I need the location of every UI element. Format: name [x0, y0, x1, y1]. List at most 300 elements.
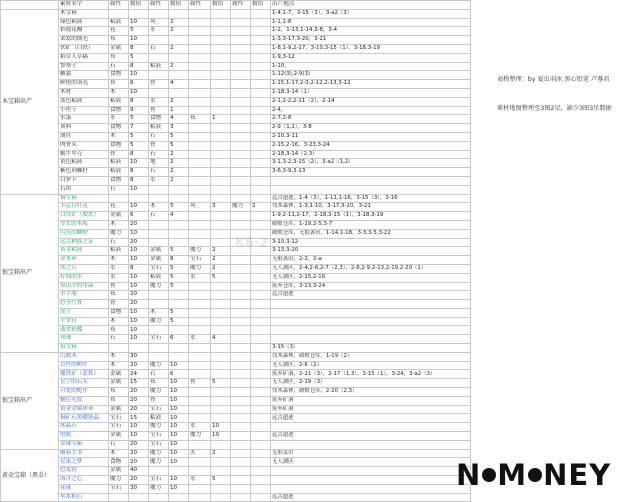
section-label: 银宝箱出产 [1, 352, 59, 449]
value-cell: 20 [129, 396, 149, 405]
location-cell: 远古遗迹 [271, 493, 471, 502]
header-row [1, 1, 471, 10]
material-name: 石块 [59, 185, 109, 194]
value-cell [251, 361, 271, 370]
value-cell: 2 [169, 18, 189, 27]
value-cell: 8 [129, 168, 149, 177]
attr-cell: 水 [189, 335, 211, 344]
attr-cell [149, 326, 169, 335]
attr-cell [189, 300, 211, 309]
attr-cell [231, 326, 251, 335]
value-cell [251, 212, 271, 221]
section-label: 黄金宝箱（黑金） [1, 449, 59, 502]
value-cell: 20 [129, 361, 149, 370]
material-name: 警察士 [59, 62, 109, 71]
material-name: 银宝箱 [59, 344, 109, 353]
table-row [1, 185, 471, 194]
value-cell: 5 [169, 132, 189, 141]
value-cell: 4 [169, 212, 189, 221]
attr-cell: 金属 [109, 432, 129, 441]
attr-cell: 金属 [149, 256, 169, 265]
attr-cell [149, 493, 169, 502]
material-name: 翡翠彩蝶 [59, 326, 109, 335]
table-row [1, 150, 471, 159]
location-cell: 1-2，1-13,1-14,3-8，3-4 [271, 27, 471, 36]
attr-cell: 食物 [149, 115, 169, 124]
attr-cell [189, 388, 211, 397]
attr-cell: 宝石 [149, 264, 169, 273]
attr-cell [189, 414, 211, 423]
value-cell [251, 352, 271, 361]
value-cell [211, 27, 231, 36]
value-cell: 10 [129, 326, 149, 335]
material-name: 巫术稻石 [59, 493, 109, 502]
attr-cell: 金属 [109, 212, 129, 221]
value-cell: 20 [129, 238, 149, 247]
location-cell [271, 300, 471, 309]
attr-cell [189, 405, 211, 414]
location-cell: 远古遗迹 [271, 291, 471, 300]
attr-cell [231, 88, 251, 97]
attr-cell: 水 [189, 273, 211, 282]
attr-cell: 魔力 [109, 229, 129, 238]
value-cell [251, 449, 271, 458]
table-row [1, 352, 471, 361]
value-cell: 30 [129, 352, 149, 361]
location-cell [271, 440, 471, 449]
attr-cell [231, 300, 251, 309]
value-cell: 5 [169, 273, 189, 282]
material-name: 星空的石头 [59, 379, 109, 388]
value-cell: 5 [211, 273, 231, 282]
value-cell [211, 212, 231, 221]
material-name: 绿色粘液 [59, 18, 109, 27]
value-cell [251, 308, 271, 317]
attr-cell [189, 80, 211, 89]
attr-cell [231, 352, 251, 361]
attr-cell: 宝石 [149, 335, 169, 344]
material-name: 厚实的木板 [59, 220, 109, 229]
attr-cell [231, 256, 251, 265]
table-row [1, 326, 471, 335]
value-cell: 20 [129, 405, 149, 414]
material-name: 黄金金属碎环 [59, 405, 109, 414]
attr-cell: 骨 [109, 282, 129, 291]
material-name: 木材 [59, 88, 109, 97]
attr-cell: 粘液 [109, 18, 129, 27]
header-attr-1: 属性 [109, 1, 129, 10]
value-cell [251, 106, 271, 115]
value-cell [211, 194, 231, 203]
attr-cell [231, 458, 251, 467]
table-row [1, 379, 471, 388]
table-row [1, 106, 471, 115]
brand-logo [456, 458, 611, 492]
material-name: 铜宝箱 [59, 194, 109, 203]
material-name: 平安符 [59, 317, 109, 326]
attr-cell: 宝石 [149, 432, 169, 441]
material-name: 冰之石 [59, 264, 109, 273]
table-row [1, 27, 471, 36]
location-cell: 2-10,3-11 [271, 132, 471, 141]
value-cell [211, 467, 231, 476]
attr-cell [189, 88, 211, 97]
attr-cell [231, 53, 251, 62]
value-cell: 10 [129, 71, 149, 80]
material-name: 蓝色粘液 [59, 97, 109, 106]
attr-cell: 食物 [109, 71, 129, 80]
attr-cell: 食物 [109, 106, 129, 115]
value-cell [211, 44, 231, 53]
value-cell [211, 9, 231, 18]
value-cell [211, 317, 231, 326]
attr-cell: 石 [149, 370, 169, 379]
location-cell: 远古遗迹 [271, 432, 471, 441]
value-cell [251, 423, 271, 432]
table-row [1, 449, 471, 458]
attr-cell: 木 [109, 317, 129, 326]
table-row [1, 440, 471, 449]
attr-cell: 魔力 [149, 449, 169, 458]
attr-cell: 金属 [109, 379, 129, 388]
attr-cell [189, 176, 211, 185]
value-cell: 8 [129, 44, 149, 53]
attr-cell [231, 317, 251, 326]
attr-cell: 金属 [109, 44, 129, 53]
value-cell: 10 [169, 440, 189, 449]
value-cell: 20 [129, 291, 149, 300]
value-cell [251, 220, 271, 229]
table-row [1, 132, 471, 141]
value-cell: 10 [169, 484, 189, 493]
material-name: 电瓶 [59, 432, 109, 441]
attr-cell: 魔力 [189, 432, 211, 441]
value-cell: 5 [129, 53, 149, 62]
attr-cell: 金属 [109, 467, 129, 476]
value-cell [169, 291, 189, 300]
location-cell: 伐木森林，1-3,1-10，3-17,3-20，3-21 [271, 203, 471, 212]
attr-cell: 粘液 [109, 97, 129, 106]
table-row [1, 317, 471, 326]
value-cell [211, 493, 231, 502]
attr-cell [231, 62, 251, 71]
value-cell [251, 168, 271, 177]
header-value-4: 数值 [251, 1, 271, 10]
table-row [1, 282, 471, 291]
table-row [1, 264, 471, 273]
attr-cell: 木 [149, 308, 169, 317]
location-cell: 1-1,1-8 [271, 18, 471, 27]
attr-cell [189, 326, 211, 335]
value-cell [211, 176, 231, 185]
value-cell [251, 36, 271, 45]
location-cell [271, 185, 471, 194]
location-cell: 废弃仓库，3-23,3-24 [271, 282, 471, 291]
attr-cell: 地 [149, 159, 169, 168]
attr-cell [189, 352, 211, 361]
value-cell: 15 [129, 414, 149, 423]
value-cell [251, 344, 271, 353]
attr-cell [231, 396, 251, 405]
attr-cell: 魔力 [149, 423, 169, 432]
attr-cell: 木 [109, 88, 129, 97]
value-cell: 2 [169, 150, 189, 159]
attr-cell [189, 150, 211, 159]
value-cell [211, 185, 231, 194]
material-name: 魅色毛皮 [59, 396, 109, 405]
table-row [1, 405, 471, 414]
value-cell: 10 [129, 256, 149, 265]
attr-cell: 布 [109, 326, 129, 335]
value-cell [211, 405, 231, 414]
attr-cell [231, 159, 251, 168]
value-cell: 5 [129, 141, 149, 150]
attr-cell [189, 71, 211, 80]
header-value-2: 数值 [169, 1, 189, 10]
material-name: 糖霜 [59, 71, 109, 80]
attr-cell [189, 282, 211, 291]
attr-cell [189, 124, 211, 133]
attr-cell: 布 [149, 379, 169, 388]
attr-cell: 水 [109, 115, 129, 124]
location-cell [271, 476, 471, 485]
value-cell [169, 71, 189, 80]
value-cell: 2 [251, 203, 271, 212]
attr-cell: 粘液 [149, 273, 169, 282]
attr-cell [231, 273, 251, 282]
attr-cell: 石 [109, 335, 129, 344]
value-cell: 10 [211, 432, 231, 441]
attr-cell [231, 484, 251, 493]
value-cell [211, 168, 231, 177]
value-cell: 5 [169, 141, 189, 150]
attr-cell [189, 62, 211, 71]
value-cell [129, 493, 149, 502]
table-row [1, 168, 471, 177]
value-cell: 2 [169, 62, 189, 71]
table-row [1, 476, 471, 485]
value-cell [251, 273, 271, 282]
value-cell [169, 326, 189, 335]
material-name: 好闻的水 [59, 273, 109, 282]
value-cell [169, 493, 189, 502]
value-cell [169, 53, 189, 62]
attr-cell [231, 27, 251, 36]
material-name: 蜗牛甲壳 [59, 150, 109, 159]
value-cell [169, 88, 189, 97]
location-cell: 1-9,3-12 [271, 53, 471, 62]
value-cell: 2 [169, 27, 189, 36]
value-cell [251, 132, 271, 141]
value-cell [251, 80, 271, 89]
value-cell: 3 [211, 203, 231, 212]
attr-cell [109, 344, 129, 353]
value-cell: 10 [129, 88, 149, 97]
header-location: 出产地点 [271, 1, 471, 10]
value-cell [211, 97, 231, 106]
value-cell [251, 484, 271, 493]
attr-cell: 宝石 [189, 256, 211, 265]
value-cell [211, 238, 231, 247]
attr-cell: 风 [149, 18, 169, 27]
attr-cell [189, 168, 211, 177]
material-name: 黑山羊的角菌 [59, 282, 109, 291]
location-cell: 远古遗迹，1-4（3），1-11,1-16，3-15（3），3-16 [271, 194, 471, 203]
value-cell [169, 467, 189, 476]
attr-cell [231, 335, 251, 344]
organizer-note: 表格整理：by 夏虫羽冰 黑心铅笔 卢墓君 [497, 76, 610, 83]
location-cell: 2-7,2-8 [271, 115, 471, 124]
value-cell: 10 [129, 159, 149, 168]
header-attr-3: 属性 [189, 1, 211, 10]
location-cell: 1-9,2-11,2-17，2-18,3-15（1），3-18,3-19 [271, 212, 471, 221]
attr-cell: 木 [109, 220, 129, 229]
value-cell [211, 388, 231, 397]
value-cell [211, 229, 231, 238]
value-cell [129, 194, 149, 203]
location-cell [271, 484, 471, 493]
attr-cell: 骨 [149, 141, 169, 150]
material-name: 鲜艳的羽毛 [59, 80, 109, 89]
value-cell: 5 [211, 379, 231, 388]
value-cell: 10 [169, 423, 189, 432]
attr-cell: 宝石 [149, 440, 169, 449]
material-name: 水蛋 [59, 115, 109, 124]
attr-cell [231, 168, 251, 177]
attr-cell [189, 106, 211, 115]
location-cell [271, 335, 471, 344]
value-cell [211, 370, 231, 379]
value-cell [251, 53, 271, 62]
table-row [1, 71, 471, 80]
attr-cell [109, 493, 129, 502]
value-cell: 9 [129, 106, 149, 115]
table-row [1, 467, 471, 476]
location-cell: 3-6,3-9,3-13 [271, 168, 471, 177]
attr-cell: 宝石 [149, 476, 169, 485]
attr-cell: 石 [109, 238, 129, 247]
value-cell [251, 370, 271, 379]
value-cell [211, 440, 231, 449]
location-cell: 破败仓库，无狼袭田，1-14,1-18，3-3,3-5,3-22 [271, 229, 471, 238]
location-cell: 2-9（1,2），3-8 [271, 124, 471, 133]
table-row [1, 370, 471, 379]
value-cell [211, 361, 231, 370]
value-cell: 10 [129, 432, 149, 441]
attr-cell: 粘液 [109, 247, 129, 256]
table-row [1, 212, 471, 221]
watermark: K6·2 [235, 236, 269, 251]
table-row [1, 300, 471, 309]
value-cell [211, 88, 231, 97]
attr-cell: 石 [149, 44, 169, 53]
attr-cell: 食物 [109, 141, 129, 150]
attr-cell [231, 36, 251, 45]
attr-cell [189, 220, 211, 229]
value-cell: 8 [129, 62, 149, 71]
location-cell: 伐木森林，破败仓库，1-19（2） [271, 352, 471, 361]
value-cell: 6 [129, 212, 149, 221]
location-cell: 废弃矿洞，2-11（3），2-17（1,3），3-15（1），3-24，3-a2（3） [271, 370, 471, 379]
attr-cell: 粘液 [149, 124, 169, 133]
material-name: 紫色荆棘籽 [59, 168, 109, 177]
attr-cell: 布 [189, 115, 211, 124]
value-cell: 10 [129, 18, 149, 27]
attr-cell [231, 220, 251, 229]
attr-cell: 木 [109, 132, 129, 141]
attr-cell: 食物 [109, 124, 129, 133]
value-cell: 5 [129, 27, 149, 36]
attr-cell: 食物 [109, 458, 129, 467]
value-cell: 30 [129, 484, 149, 493]
material-name: 虎子 [59, 308, 109, 317]
value-cell: 10 [129, 308, 149, 317]
location-cell: 3-10,3-12 [271, 238, 471, 247]
value-cell: 24 [129, 370, 149, 379]
value-cell [169, 229, 189, 238]
value-cell [211, 396, 231, 405]
value-cell: 20 [129, 220, 149, 229]
header-value-1: 数值 [129, 1, 149, 10]
attr-cell [189, 36, 211, 45]
material-name: 小鱼干 [59, 106, 109, 115]
value-cell: 7 [129, 124, 149, 133]
value-cell: 10 [169, 476, 189, 485]
attr-cell [189, 212, 211, 221]
value-cell: 5 [129, 132, 149, 141]
table-row [1, 62, 471, 71]
attr-cell [189, 308, 211, 317]
attr-cell: 骨 [109, 300, 129, 309]
attr-cell [189, 18, 211, 27]
attr-cell [231, 414, 251, 423]
location-cell: 无人湖区，2-15,2-16 [271, 273, 471, 282]
attr-cell: 水 [149, 27, 169, 36]
value-cell: 8 [129, 97, 149, 106]
attr-cell [149, 220, 169, 229]
attr-cell [149, 352, 169, 361]
brand-letters-ney: NEY [543, 458, 612, 492]
attr-cell: 骨 [149, 396, 169, 405]
attr-cell [189, 458, 211, 467]
value-cell [169, 352, 189, 361]
value-cell: 20 [129, 458, 149, 467]
attr-cell [189, 141, 211, 150]
value-cell: 5 [169, 247, 189, 256]
value-cell [169, 9, 189, 18]
value-cell [251, 476, 271, 485]
value-cell: 10 [129, 335, 149, 344]
attr-cell: 宝石 [149, 405, 169, 414]
value-cell: 8 [129, 176, 149, 185]
value-cell [251, 396, 271, 405]
value-cell: 1 [169, 106, 189, 115]
attr-cell [189, 484, 211, 493]
value-cell [251, 18, 271, 27]
location-cell [271, 467, 471, 476]
value-cell [169, 344, 189, 353]
location-cell: 2-1,2-2,2-11（2），2-14 [271, 97, 471, 106]
attr-cell: 金属 [149, 247, 169, 256]
value-cell [169, 185, 189, 194]
value-cell [169, 300, 189, 309]
attr-cell: 食物 [109, 308, 129, 317]
attr-cell: 风 [189, 203, 211, 212]
value-cell: 10 [129, 185, 149, 194]
attr-cell: 布 [109, 396, 129, 405]
value-cell [251, 326, 271, 335]
material-name: 金珠宝箱 [59, 440, 109, 449]
